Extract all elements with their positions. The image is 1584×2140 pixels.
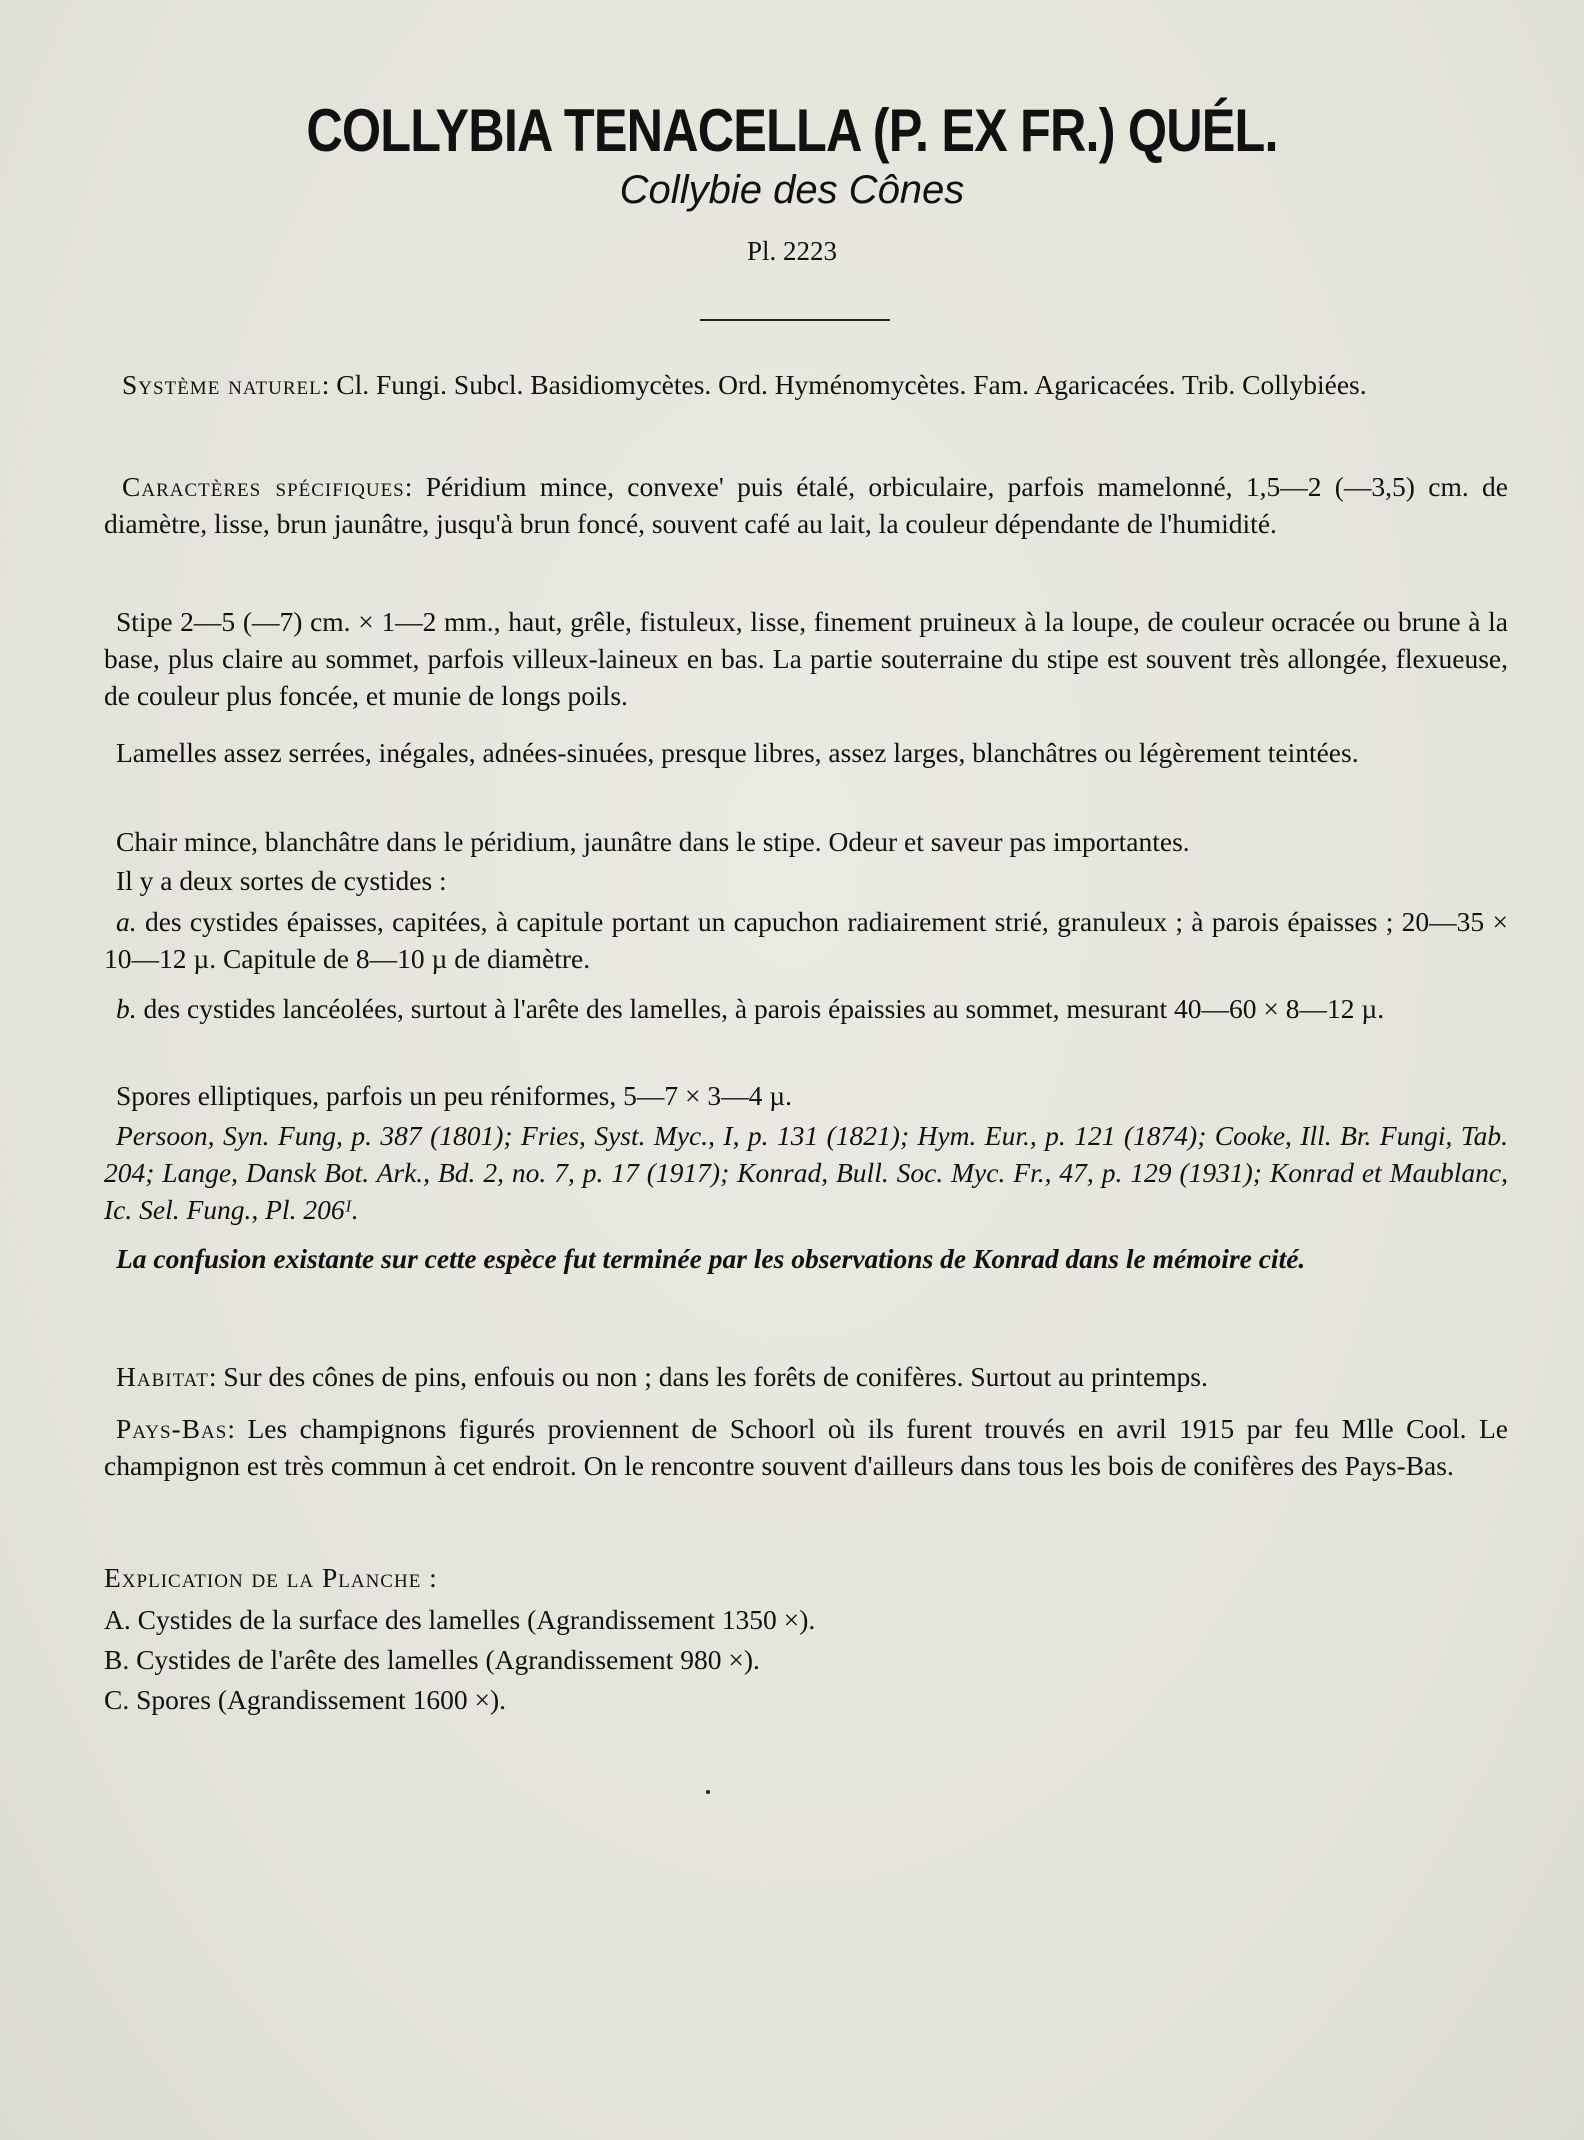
explication-heading: Explication de la Planche : [104,1562,438,1593]
list-item: A. Cystides de la surface des lamelles (Agrandissement 1350 ×). [104,1604,816,1635]
paragraph-text: Cl. Fungi. Subcl. Basidiomycètes. Ord. Hyménomycètes. Fam. Agaricacées. Trib. Collybiées. [336,369,1367,400]
paragraph-lamelles: Lamelles assez serrées, inégales, adnées-sinuées, presque libres, assez larges, blanchâtres ou légèrement teintées. [116,737,1359,768]
paragraph-confusion: La confusion existante sur cette espèce fut terminée par les observations de Konrad dans le mémoire cité. [116,1243,1306,1274]
page-mark [706,1790,710,1794]
paragraph-cystides-b [104,990,1508,1027]
page-title: COLLYBIA TENACELLA (P. EX FR.) QUÉL. [306,97,1278,164]
list-item: C. Spores (Agrandissement 1600 ×). [104,1684,506,1715]
list-item: B. Cystides de l'arête des lamelles (Agrandissement 980 ×). [104,1644,760,1675]
title-divider [700,319,890,321]
paragraph-label: Système naturel [122,369,322,400]
paragraph-cystides-a [104,903,1508,977]
page-subtitle: Collybie des Cônes [619,168,965,212]
paragraph-caracteres: Caractères spécifiques: Péridium mince, convexe' puis étalé, orbiculaire, parfois mamelonné, 1,5—2 (—3,5) cm. de diamètre, lisse, brun jaunâtre, jusqu'à brun foncé, souvent café au lait, la couleur dépendante de l'humidité. [104,471,1509,539]
paragraph-systeme-naturel: Système naturel: Cl. Fungi. Subcl. Basidiomycètes. Ord. Hyménomycètes. Fam. Agaricacées. Trib. Collybiées. [122,369,1367,400]
paragraph-text: Sur des cônes de pins, enfouis ou non ; dans les forêts de conifères. Surtout au printemps. [223,1361,1208,1392]
paragraph-references: Persoon, Syn. Fung, p. 387 (1801); Fries, Syst. Myc., I, p. 131 (1821); Hym. Eur., p. 121 (1874); Cooke, Ill. Br. Fungi, Tab. 204; Lange, Dansk Bot. Ark., Bd. 2, no. 7, p. 17 (1917); Konrad, Bull. Soc. Myc. Fr., 47, p. 129 (1931); Konrad et Maublanc, Ic. Sel. Fung., Pl. 206ᴵ. [104,1120,1508,1225]
paragraph-text: Péridium mince, convexe' puis étalé, orbiculaire, parfois mamelonné, 1,5—2 (—3,5) cm. de diamètre, lisse, brun jaunâtre, jusqu'à brun foncé, souvent café au lait, la couleur dépendante de l'humidité. [104,471,1509,539]
paragraph-label: Caractères spécifiques [122,471,405,502]
paragraph-spores: Spores elliptiques, parfois un peu réniformes, 5—7 × 3—4 µ. [116,1080,792,1111]
paragraph-pays-bas: Pays-Bas: Les champignons figurés proviennent de Schoorl où ils furent trouvés en avril 1915 par feu Mlle Cool. Le champignon est très commun à cet endroit. On le rencontre souvent d'ailleurs dans tous les bois de conifères des Pays-Bas. [104,1413,1509,1481]
paragraph-text: des cystides épaisses, capitées, à capitule portant un capuchon radiairement strié, granuleux ; à parois épaisses ; 20—35 × 10—12 µ. Capitule de 8—10 µ de diamètre. [104,906,1508,974]
paragraph-text: Les champignons figurés proviennent de Schoorl où ils furent trouvés en avril 1915 par feu Mlle Cool. Le champignon est très commun à cet endroit. On le rencontre souvent d'ailleurs dans tous les bois de conifères des Pays-Bas. [104,1413,1509,1481]
plate-number: Pl. 2223 [746,236,838,266]
paragraph-stipe: Stipe 2—5 (—7) cm. × 1—2 mm., haut, grêle, fistuleux, lisse, finement pruineux à la loupe, de couleur ocracée ou brune à la base, plus claire au sommet, parfois villeux-laineux en bas. La partie souterraine du stipe est souvent très allongée, flexueuse, de couleur plus foncée, et munie de longs poils. [104,606,1508,711]
paragraph-chair: Chair mince, blanchâtre dans le péridium, jaunâtre dans le stipe. Odeur et saveur pas importantes. [116,826,1190,857]
paragraph-cystides-intro: Il y a deux sortes de cystides : [116,865,447,896]
paragraph-label: b. [116,993,137,1024]
explication-list [104,1600,815,1720]
paragraph-text: des cystides lancéolées, surtout à l'arête des lamelles, à parois épaissies au sommet, mesurant 40—60 × 8—12 µ. [143,993,1385,1024]
paragraph-label: Pays-Bas [116,1413,228,1444]
paragraph-label: Habitat [116,1361,209,1392]
paragraph-habitat: Habitat: Sur des cônes de pins, enfouis ou non ; dans les forêts de conifères. Surtout au printemps. [116,1361,1208,1392]
paragraph-label: a. [116,906,137,937]
